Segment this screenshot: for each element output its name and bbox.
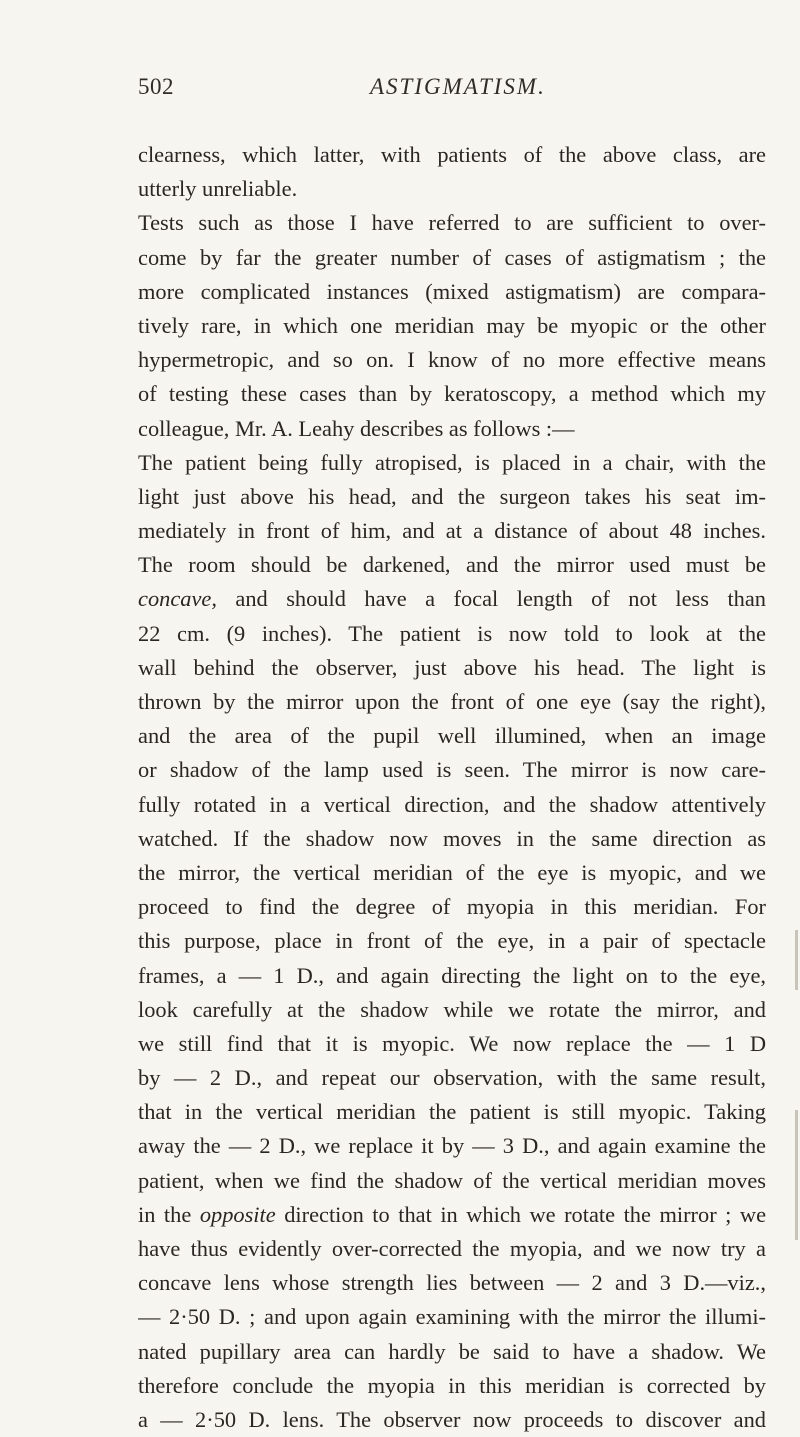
text-line: the mirror, the vertical meridian of the eye is myopic, and we xyxy=(138,859,766,885)
italic-word: concave, xyxy=(138,586,217,612)
page-number: 502 xyxy=(138,74,174,99)
running-head xyxy=(138,74,766,110)
text-line: Tests such as those I have referred to are sufficient to over- xyxy=(138,210,766,236)
text-line: The room should be darkened, and the mirror used must be xyxy=(138,552,766,578)
text-line xyxy=(138,582,766,616)
text-line: or shadow of the lamp used is seen. The mirror is now care- xyxy=(138,757,766,783)
text-line: therefore conclude the myopia in this meridian is corrected by xyxy=(138,1372,766,1398)
text-line: of testing these cases than by keratoscopy, a method which my xyxy=(138,381,766,407)
text-line: light just above his head, and the surgeon takes his seat im- xyxy=(138,483,766,509)
text-line: utterly unreliable. xyxy=(138,176,298,202)
text-line: hypermetropic, and so on. I know of no more effective means xyxy=(138,347,766,373)
text-line: proceed to find the degree of myopia in this meridian. For xyxy=(138,894,766,920)
text-line: have thus evidently over-corrected the myopia, and we now try a xyxy=(138,1236,766,1261)
text-line: come by far the greater number of cases of astigmatism ; the xyxy=(138,244,766,270)
text-run: in the xyxy=(138,1201,200,1227)
body-text xyxy=(138,138,766,1437)
text-line: and the area of the pupil well illumined, when an image xyxy=(138,723,766,749)
text-line: by — 2 D., and repeat our observation, with the same result, xyxy=(138,1065,766,1091)
text-line: that in the vertical meridian the patient is still myopic. Taking xyxy=(138,1099,766,1125)
text-run: direction to that in which we rotate the mirror ; we xyxy=(275,1201,766,1227)
text-run: and should have a focal length of not less than xyxy=(216,586,766,612)
text-line: this purpose, place in front of the eye, in a pair of spectacle xyxy=(138,928,766,954)
text-line: away the — 2 D., we replace it by — 3 D., and again examine the xyxy=(138,1133,766,1159)
running-title: ASTIGMATISM. xyxy=(370,74,546,99)
text-line: fully rotated in a vertical direction, and the shadow attentively xyxy=(138,791,766,817)
text-line: 22 cm. (9 inches). The patient is now told to look at the xyxy=(138,620,766,646)
text-line: tively rare, in which one meridian may be myopic or the other xyxy=(138,312,766,338)
text-line: patient, when we find the shadow of the vertical meridian moves xyxy=(138,1167,766,1193)
text-line: frames, a — 1 D., and again directing the light on to the eye, xyxy=(138,962,766,988)
page-edge-shadow xyxy=(795,930,798,990)
text-line: clearness, which latter, with patients of the above class, are xyxy=(138,142,766,167)
italic-word: opposite xyxy=(199,1201,276,1227)
text-line: mediately in front of him, and at a distance of about 48 inches. xyxy=(138,518,766,544)
text-line: watched. If the shadow now moves in the same direction as xyxy=(138,825,766,851)
text-line: nated pupillary area can hardly be said to have a shadow. We xyxy=(138,1338,766,1364)
text-line: we still find that it is myopic. We now replace the — 1 D xyxy=(138,1030,766,1056)
text-line: concave lens whose strength lies between — 2 and 3 D.—viz., xyxy=(138,1270,766,1296)
text-line: colleague, Mr. A. Leahy describes as follows :— xyxy=(138,415,575,441)
text-line: The patient being fully atropised, is placed in a chair, with the xyxy=(138,449,766,475)
text-line: look carefully at the shadow while we rotate the mirror, and xyxy=(138,996,766,1022)
text-line: thrown by the mirror upon the front of one eye (say the right), xyxy=(138,689,766,714)
text-line xyxy=(138,1198,766,1232)
page-edge-shadow xyxy=(795,1110,798,1240)
text-line: wall behind the observer, just above his head. The light is xyxy=(138,654,766,680)
text-line: a — 2·50 D. lens. The observer now proceeds to discover and xyxy=(138,1406,766,1432)
text-line: — 2·50 D. ; and upon again examining with the mirror the illumi- xyxy=(138,1304,766,1330)
text-line: more complicated instances (mixed astigmatism) are compara- xyxy=(138,278,766,304)
